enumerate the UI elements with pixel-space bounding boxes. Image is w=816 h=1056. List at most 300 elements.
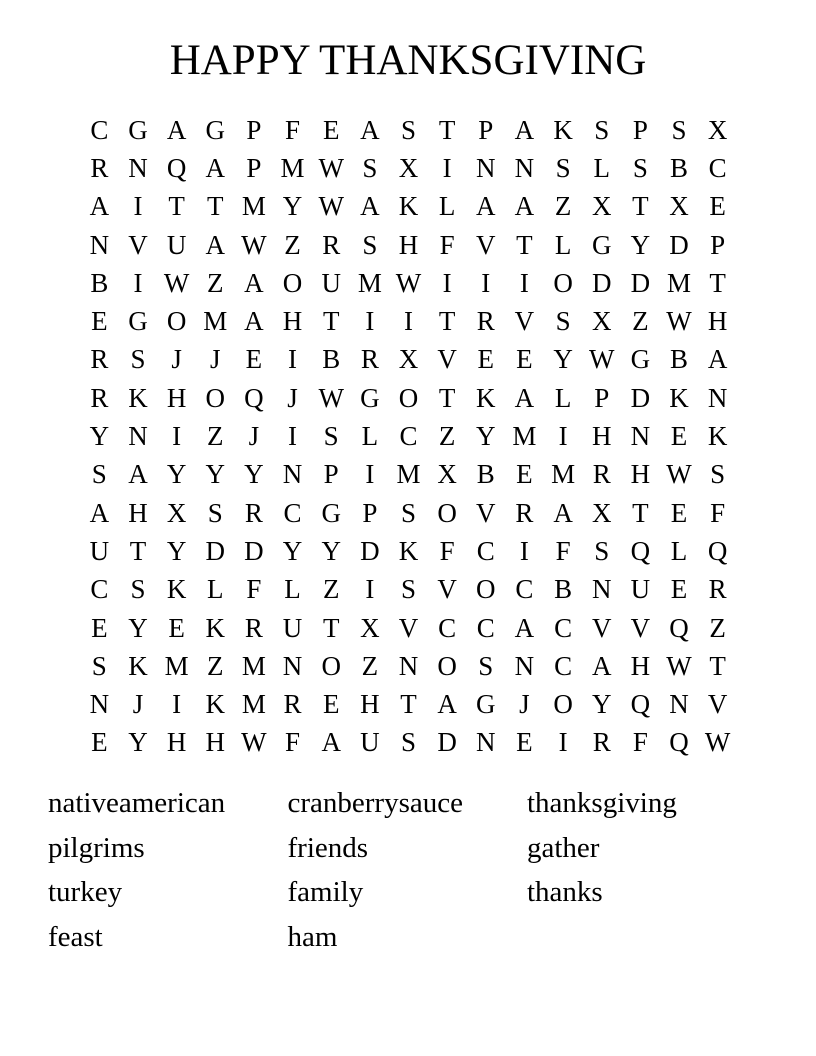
grid-cell: O (437, 650, 457, 681)
grid-cell: X (707, 114, 728, 145)
grid-cell: H (282, 306, 303, 337)
grid-cell: A (128, 459, 148, 490)
grid-cell: I (133, 267, 143, 298)
grid-cell: Y (630, 229, 651, 260)
grid-cell: K (707, 421, 728, 452)
grid-cell: B (322, 344, 341, 375)
grid-cell: F (710, 497, 726, 528)
grid-cell: Q (630, 535, 651, 566)
grid-cell: L (207, 574, 224, 605)
grid-cell: E (709, 191, 726, 222)
grid-cell: S (362, 229, 378, 260)
grid-cell: S (91, 650, 107, 681)
grid-cell: M (280, 152, 305, 183)
grid-cell: N (514, 152, 535, 183)
grid-cell: T (168, 191, 185, 222)
grid-cell: S (323, 421, 339, 452)
grid-cell: A (514, 612, 535, 643)
grid-cell: H (166, 382, 187, 413)
grid-cell: K (476, 382, 496, 413)
grid-cell: V (437, 344, 457, 375)
page-title: HAPPY THANKSGIVING (169, 37, 647, 84)
grid-cell: J (248, 421, 260, 452)
grid-cell: P (246, 114, 262, 145)
grid-cell: I (519, 535, 529, 566)
grid-cell: S (400, 574, 416, 605)
grid-cell: E (245, 344, 263, 375)
grid-cell: G (630, 344, 651, 375)
grid-cell: Y (166, 535, 187, 566)
grid-cell: A (514, 114, 535, 145)
grid-cell: Y (282, 535, 303, 566)
grid-cell: Z (554, 191, 572, 222)
grid-cell: I (365, 574, 375, 605)
grid-cell: C (399, 421, 418, 452)
puzzle-grid (80, 111, 737, 762)
grid-cell: N (398, 650, 419, 681)
grid-cell: I (442, 152, 452, 183)
grid-cell: H (591, 421, 612, 452)
grid-cell: X (591, 497, 612, 528)
grid-cell: S (400, 114, 416, 145)
grid-cell: E (322, 114, 340, 145)
grid-cell: S (130, 574, 146, 605)
word-list-item: turkey (48, 876, 123, 908)
grid-cell: H (360, 689, 380, 720)
grid-cell: N (476, 727, 496, 758)
grid-cell: L (284, 574, 301, 605)
grid-cell: J (132, 689, 144, 720)
grid-cell: V (514, 306, 535, 337)
grid-cell: B (554, 574, 573, 605)
grid-cell: O (476, 574, 496, 605)
grid-cell: D (630, 382, 651, 413)
grid-cell: V (630, 612, 651, 643)
grid-cell: W (318, 382, 344, 413)
grid-cell: V (591, 612, 612, 643)
grid-cell: A (244, 306, 264, 337)
grid-cell: A (437, 689, 457, 720)
grid-cell: D (591, 267, 612, 298)
grid-cell: Y (282, 191, 303, 222)
grid-cell: Z (632, 306, 649, 337)
grid-cell: H (205, 727, 225, 758)
grid-cell: V (128, 229, 148, 260)
grid-cell: R (592, 727, 611, 758)
grid-cell: P (478, 114, 494, 145)
grid-cell: V (707, 689, 728, 720)
grid-cell: N (89, 689, 110, 720)
grid-cell: W (704, 727, 731, 758)
grid-cell: A (89, 191, 110, 222)
grid-cell: O (553, 689, 573, 720)
grid-cell: U (630, 574, 651, 605)
grid-cell: K (553, 114, 573, 145)
grid-cell: Y (321, 535, 341, 566)
grid-cell: D (669, 229, 689, 260)
grid-cell: F (632, 727, 648, 758)
grid-cell: T (632, 497, 649, 528)
grid-cell: L (554, 382, 572, 413)
grid-cell: X (669, 191, 689, 222)
grid-cell: R (244, 612, 263, 643)
word-list-column (288, 781, 528, 959)
grid-cell: F (555, 535, 571, 566)
grid-cell: C (708, 152, 727, 183)
grid-cell: Y (128, 612, 148, 643)
grid-cell: E (516, 727, 533, 758)
word-list-item: thanks (527, 876, 603, 908)
grid-cell: S (594, 114, 610, 145)
grid-cell: K (669, 382, 689, 413)
grid-cell: E (91, 727, 108, 758)
grid-cell: Q (669, 612, 689, 643)
grid-cell: A (553, 497, 573, 528)
grid-cell: X (591, 306, 612, 337)
grid-cell: W (666, 650, 692, 681)
grid-cell: U (282, 612, 303, 643)
grid-cell: E (477, 344, 495, 375)
grid-cell: X (591, 191, 612, 222)
grid-cell: V (437, 574, 457, 605)
grid-cell: G (128, 306, 148, 337)
grid-cell: A (205, 152, 225, 183)
grid-cell: H (707, 306, 728, 337)
grid-cell: N (669, 689, 689, 720)
grid-cell: I (403, 306, 413, 337)
grid-cell: A (244, 267, 264, 298)
grid-cell: R (244, 497, 263, 528)
grid-cell: F (439, 229, 455, 260)
grid-cell: A (205, 229, 225, 260)
grid-cell: Y (476, 421, 496, 452)
grid-cell: A (360, 114, 380, 145)
grid-cell: H (128, 497, 148, 528)
grid-cell: I (558, 727, 568, 758)
grid-cell: R (322, 229, 341, 260)
grid-cell: S (710, 459, 726, 490)
grid-cell: O (205, 382, 225, 413)
grid-cell: K (398, 535, 419, 566)
grid-cell: Y (244, 459, 264, 490)
grid-cell: M (241, 650, 266, 681)
grid-cell: R (90, 152, 109, 183)
grid-cell: A (89, 497, 110, 528)
grid-cell: B (670, 152, 689, 183)
grid-cell: Z (207, 650, 224, 681)
grid-cell: X (398, 344, 419, 375)
grid-cell: X (437, 459, 457, 490)
grid-cell: D (360, 535, 380, 566)
grid-cell: R (592, 459, 611, 490)
grid-cell: I (365, 459, 375, 490)
grid-cell: E (168, 612, 185, 643)
grid-cell: L (438, 191, 456, 222)
grid-cell: Q (707, 535, 728, 566)
grid-cell: I (481, 267, 491, 298)
grid-cell: K (205, 689, 225, 720)
grid-cell: H (166, 727, 187, 758)
grid-cell: L (593, 152, 610, 183)
grid-cell: X (166, 497, 187, 528)
grid-cell: D (244, 535, 264, 566)
grid-cell: A (360, 191, 380, 222)
grid-cell: S (400, 497, 416, 528)
grid-cell: P (632, 114, 648, 145)
grid-cell: C (554, 612, 573, 643)
grid-cell: W (318, 152, 344, 183)
grid-cell: P (323, 459, 339, 490)
grid-cell: N (282, 650, 303, 681)
grid-cell: U (321, 267, 341, 298)
grid-cell: T (438, 306, 456, 337)
grid-cell: C (476, 612, 495, 643)
grid-cell: V (398, 612, 419, 643)
grid-cell: U (360, 727, 380, 758)
grid-cell: I (365, 306, 375, 337)
grid-cell: N (591, 574, 612, 605)
grid-cell: I (519, 267, 529, 298)
grid-cell: Z (284, 229, 301, 260)
grid-cell: X (398, 152, 419, 183)
grid-cell: Y (128, 727, 148, 758)
grid-cell: S (671, 114, 687, 145)
grid-cell: F (285, 727, 301, 758)
grid-cell: R (283, 689, 302, 720)
grid-cell: H (630, 459, 651, 490)
grid-cell: S (478, 650, 494, 681)
grid-cell: Q (630, 689, 651, 720)
grid-cell: Q (669, 727, 689, 758)
grid-cell: W (318, 191, 344, 222)
grid-cell: T (516, 229, 533, 260)
grid-cell: J (287, 382, 298, 413)
grid-cell: G (476, 689, 496, 720)
grid-cell: R (515, 497, 534, 528)
grid-cell: C (283, 497, 302, 528)
grid-cell: Z (438, 421, 456, 452)
grid-cell: E (670, 421, 688, 452)
grid-cell: F (285, 114, 301, 145)
grid-cell: E (670, 497, 688, 528)
grid-cell: E (91, 306, 108, 337)
grid-cell: K (128, 382, 148, 413)
grid-cell: N (476, 152, 496, 183)
grid-cell: T (709, 267, 726, 298)
grid-cell: N (128, 152, 148, 183)
grid-cell: W (241, 727, 267, 758)
grid-cell: I (288, 344, 298, 375)
grid-cell: J (519, 689, 530, 720)
grid-cell: W (666, 459, 692, 490)
grid-cell: J (171, 344, 182, 375)
word-list-column (527, 781, 767, 959)
grid-cell: M (512, 421, 537, 452)
word-list-item: gather (527, 831, 600, 864)
grid-cell: E (516, 459, 533, 490)
grid-cell: P (246, 152, 262, 183)
grid-cell: W (163, 267, 190, 298)
grid-cell: G (128, 114, 148, 145)
grid-cell: N (630, 421, 651, 452)
grid-cell: T (438, 114, 456, 145)
grid-cell: M (164, 650, 189, 681)
grid-cell: E (670, 574, 688, 605)
grid-cell: M (551, 459, 576, 490)
grid-cell: S (594, 535, 610, 566)
grid-cell: F (246, 574, 262, 605)
grid-cell: M (241, 689, 266, 720)
grid-cell: A (166, 114, 187, 145)
grid-cell: L (361, 421, 379, 452)
grid-cell: Y (205, 459, 225, 490)
grid-cell: T (709, 650, 726, 681)
grid-cell: R (708, 574, 727, 605)
grid-cell: K (128, 650, 148, 681)
grid-cell: N (514, 650, 535, 681)
grid-cell: U (89, 535, 110, 566)
grid-cell: Y (89, 421, 110, 452)
grid-cell: M (241, 191, 266, 222)
grid-cell: W (395, 267, 422, 298)
grid-cell: N (128, 421, 148, 452)
grid-cell: A (321, 727, 341, 758)
grid-cell: K (398, 191, 419, 222)
grid-cell: T (322, 612, 340, 643)
grid-cell: D (205, 535, 225, 566)
grid-cell: Z (207, 421, 224, 452)
word-list-item: friends (287, 831, 369, 864)
grid-cell: A (591, 650, 612, 681)
grid-cell: O (321, 650, 341, 681)
grid-cell: B (476, 459, 495, 490)
grid-cell: Y (553, 344, 573, 375)
grid-cell: A (476, 191, 496, 222)
grid-cell: T (207, 191, 224, 222)
grid-cell: C (90, 574, 109, 605)
grid-cell: O (282, 267, 303, 298)
grid-cell: C (438, 612, 457, 643)
grid-cell: A (514, 191, 535, 222)
grid-cell: P (362, 497, 378, 528)
grid-cell: T (129, 535, 147, 566)
grid-cell: G (591, 229, 612, 260)
word-list-item: family (287, 876, 364, 908)
grid-cell: M (396, 459, 421, 490)
grid-cell: X (360, 612, 380, 643)
grid-cell: E (91, 612, 108, 643)
grid-cell: F (439, 535, 455, 566)
grid-cell: A (514, 382, 535, 413)
grid-cell: B (670, 344, 689, 375)
grid-cell: L (670, 535, 688, 566)
grid-cell: C (554, 650, 573, 681)
grid-cell: C (476, 535, 495, 566)
grid-cell: S (400, 727, 416, 758)
grid-cell: S (555, 152, 571, 183)
grid-cell: J (210, 344, 221, 375)
grid-cell: Q (166, 152, 187, 183)
grid-cell: D (630, 267, 651, 298)
grid-cell: P (710, 229, 726, 260)
grid-cell: K (205, 612, 225, 643)
grid-cell: P (594, 382, 610, 413)
grid-cell: M (203, 306, 228, 337)
grid-cell: D (437, 727, 457, 758)
grid-cell: E (322, 689, 340, 720)
word-list (48, 781, 768, 959)
grid-cell: I (288, 421, 298, 452)
grid-cell: W (666, 306, 692, 337)
grid-cell: E (516, 344, 533, 375)
grid-cell: T (632, 191, 649, 222)
grid-cell: O (166, 306, 187, 337)
grid-cell: Y (591, 689, 612, 720)
grid-cell: O (437, 497, 457, 528)
grid-cell: V (476, 229, 496, 260)
grid-cell: G (205, 114, 225, 145)
grid-cell: T (322, 306, 340, 337)
grid-cell: S (632, 152, 648, 183)
word-list-item: thanksgiving (527, 787, 677, 819)
grid-cell: T (400, 689, 417, 720)
grid-cell: G (360, 382, 380, 413)
grid-cell: I (558, 421, 568, 452)
grid-cell: L (554, 229, 572, 260)
grid-cell: I (172, 689, 182, 720)
word-list-item: cranberrysauce (287, 787, 463, 819)
grid-cell: G (321, 497, 341, 528)
grid-cell: C (515, 574, 534, 605)
grid-cell: I (442, 267, 452, 298)
grid-cell: M (667, 267, 692, 298)
grid-cell: W (588, 344, 615, 375)
word-list-item: pilgrims (48, 831, 145, 864)
grid-cell: W (241, 229, 267, 260)
grid-cell: Y (166, 459, 187, 490)
grid-cell: Z (709, 612, 726, 643)
grid-cell: Q (244, 382, 264, 413)
grid-cell: U (166, 229, 187, 260)
grid-cell: A (707, 344, 728, 375)
word-list-item: nativeamerican (48, 787, 226, 819)
word-list-item: ham (287, 920, 338, 953)
grid-cell: N (282, 459, 303, 490)
grid-cell: K (166, 574, 187, 605)
grid-cell: R (90, 344, 109, 375)
grid-cell: Z (322, 574, 340, 605)
grid-cell: S (362, 152, 378, 183)
grid-cell: S (91, 459, 107, 490)
grid-cell: T (438, 382, 456, 413)
grid-cell: R (360, 344, 379, 375)
grid-cell: Z (361, 650, 379, 681)
grid-cell: H (630, 650, 651, 681)
grid-cell: S (555, 306, 571, 337)
grid-cell: O (553, 267, 573, 298)
word-list-column (48, 781, 288, 959)
grid-cell: S (207, 497, 223, 528)
grid-cell: M (357, 267, 382, 298)
grid-cell: O (398, 382, 419, 413)
grid-cell: N (707, 382, 728, 413)
grid-cell: R (476, 306, 495, 337)
grid-cell: H (398, 229, 419, 260)
grid-cell: B (90, 267, 109, 298)
grid-cell: N (89, 229, 110, 260)
grid-cell: V (476, 497, 496, 528)
grid-cell: I (133, 191, 143, 222)
